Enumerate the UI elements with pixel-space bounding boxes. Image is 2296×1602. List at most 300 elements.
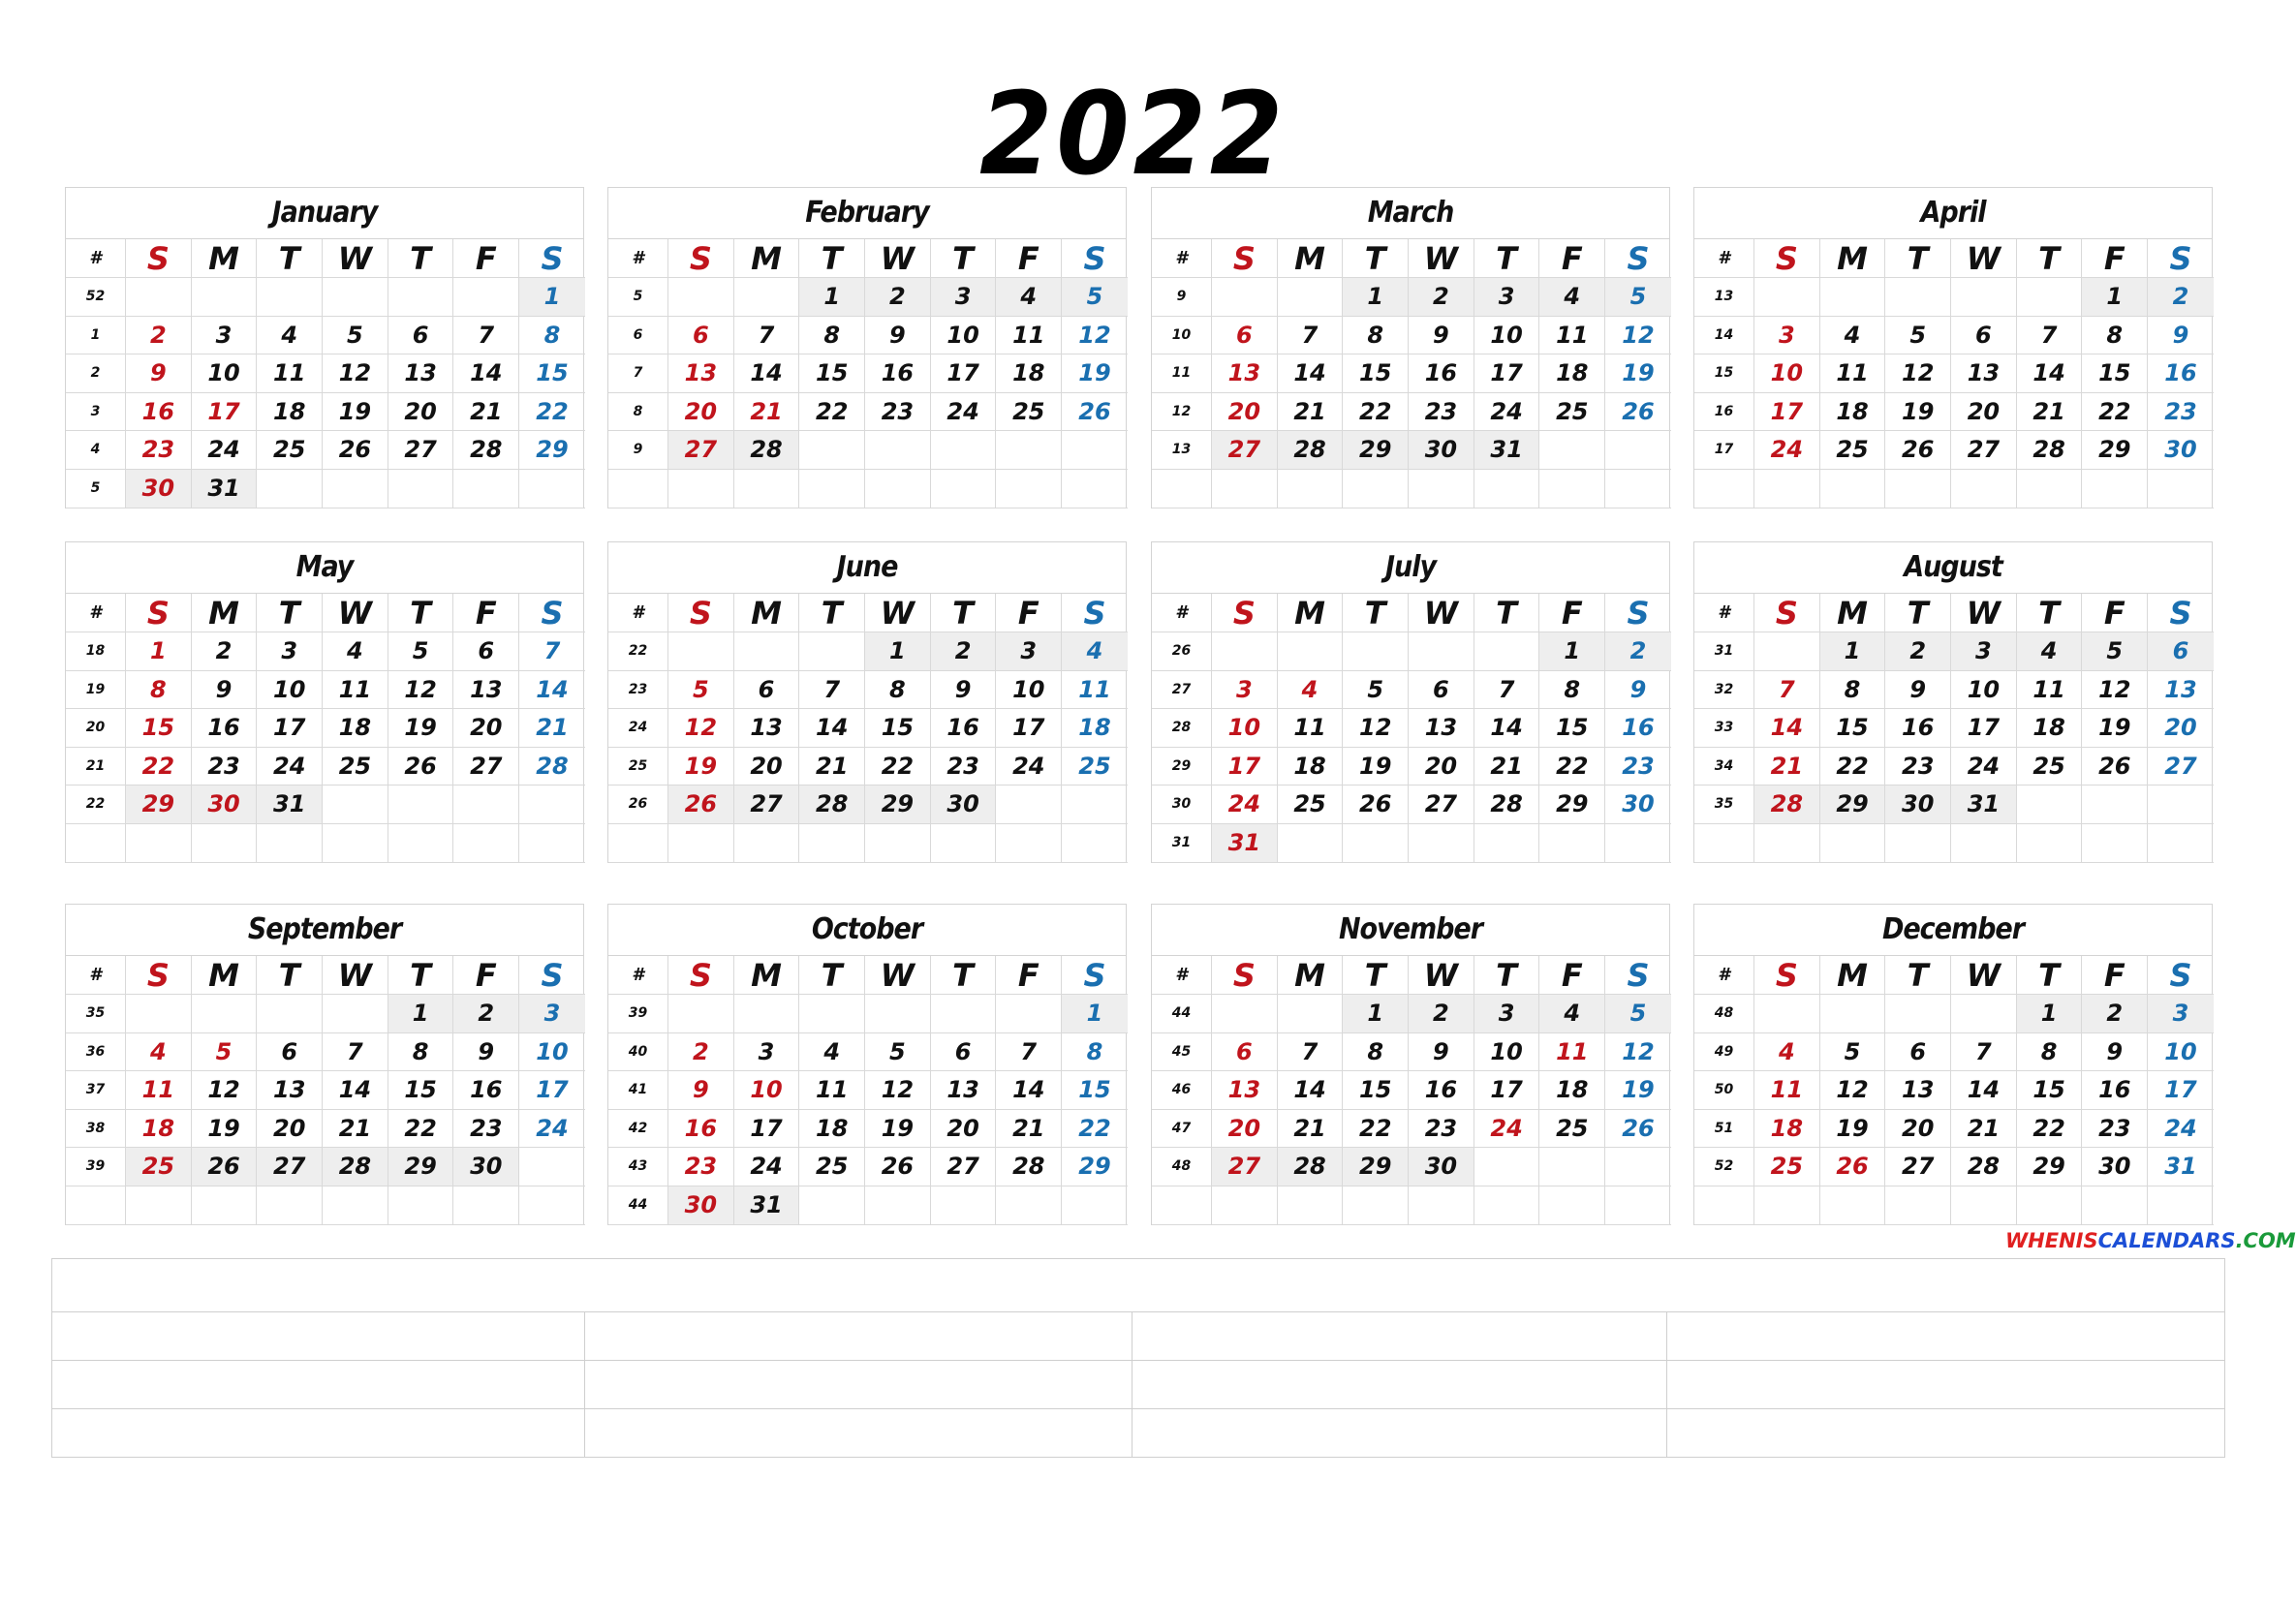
day-cell[interactable]: 3: [734, 1033, 800, 1072]
day-cell[interactable]: 9: [1605, 671, 1671, 710]
day-cell[interactable]: 2: [931, 632, 997, 671]
day-cell[interactable]: 24: [2148, 1110, 2214, 1149]
day-cell[interactable]: 23: [1885, 748, 1951, 786]
notes-cell[interactable]: [1667, 1409, 2224, 1458]
day-cell[interactable]: 9: [1409, 317, 1474, 355]
day-cell[interactable]: 26: [2082, 748, 2148, 786]
day-cell[interactable]: 19: [1605, 1071, 1671, 1110]
day-cell[interactable]: 21: [453, 393, 519, 432]
day-cell[interactable]: 6: [734, 671, 800, 710]
day-cell[interactable]: 16: [126, 393, 192, 432]
day-cell[interactable]: 7: [323, 1033, 388, 1072]
day-cell[interactable]: 14: [734, 354, 800, 393]
day-cell[interactable]: 12: [323, 354, 388, 393]
day-cell[interactable]: 24: [192, 431, 258, 470]
day-cell[interactable]: 5: [1062, 278, 1128, 317]
day-cell[interactable]: 10: [257, 671, 323, 710]
day-cell[interactable]: 26: [1605, 1110, 1671, 1149]
day-cell[interactable]: 16: [865, 354, 931, 393]
day-cell[interactable]: 1: [1539, 632, 1605, 671]
day-cell[interactable]: 18: [126, 1110, 192, 1149]
day-cell[interactable]: 30: [126, 470, 192, 508]
day-cell[interactable]: 26: [865, 1148, 931, 1186]
day-cell[interactable]: 31: [257, 786, 323, 824]
day-cell[interactable]: 3: [257, 632, 323, 671]
day-cell[interactable]: 18: [1539, 354, 1605, 393]
day-cell[interactable]: 4: [323, 632, 388, 671]
day-cell[interactable]: 19: [192, 1110, 258, 1149]
day-cell[interactable]: 27: [1885, 1148, 1951, 1186]
day-cell[interactable]: 11: [1539, 1033, 1605, 1072]
day-cell[interactable]: 25: [1278, 786, 1344, 824]
day-cell[interactable]: 27: [668, 431, 734, 470]
day-cell[interactable]: 20: [931, 1110, 997, 1149]
day-cell[interactable]: 9: [2148, 317, 2214, 355]
day-cell[interactable]: 7: [519, 632, 585, 671]
day-cell[interactable]: 19: [865, 1110, 931, 1149]
day-cell[interactable]: 10: [1212, 709, 1278, 748]
day-cell[interactable]: 30: [1605, 786, 1671, 824]
day-cell[interactable]: 21: [1474, 748, 1540, 786]
day-cell[interactable]: 8: [865, 671, 931, 710]
day-cell[interactable]: 1: [519, 278, 585, 317]
day-cell[interactable]: 31: [1951, 786, 2017, 824]
day-cell[interactable]: 7: [1754, 671, 1820, 710]
day-cell[interactable]: 20: [453, 709, 519, 748]
day-cell[interactable]: 7: [1951, 1033, 2017, 1072]
day-cell[interactable]: 13: [668, 354, 734, 393]
day-cell[interactable]: 19: [1062, 354, 1128, 393]
day-cell[interactable]: 1: [865, 632, 931, 671]
day-cell[interactable]: 24: [257, 748, 323, 786]
day-cell[interactable]: 9: [931, 671, 997, 710]
day-cell[interactable]: 5: [2082, 632, 2148, 671]
day-cell[interactable]: 18: [1062, 709, 1128, 748]
day-cell[interactable]: 7: [734, 317, 800, 355]
day-cell[interactable]: 29: [2082, 431, 2148, 470]
day-cell[interactable]: 21: [1754, 748, 1820, 786]
day-cell[interactable]: 17: [1754, 393, 1820, 432]
day-cell[interactable]: 18: [996, 354, 1062, 393]
day-cell[interactable]: 14: [996, 1071, 1062, 1110]
day-cell[interactable]: 8: [1539, 671, 1605, 710]
day-cell[interactable]: 6: [1885, 1033, 1951, 1072]
day-cell[interactable]: 13: [1212, 354, 1278, 393]
day-cell[interactable]: 15: [799, 354, 865, 393]
notes-row[interactable]: [52, 1361, 2224, 1409]
day-cell[interactable]: 8: [1820, 671, 1886, 710]
day-cell[interactable]: 7: [799, 671, 865, 710]
day-cell[interactable]: 4: [257, 317, 323, 355]
day-cell[interactable]: 4: [126, 1033, 192, 1072]
day-cell[interactable]: 7: [2017, 317, 2083, 355]
day-cell[interactable]: 31: [1212, 824, 1278, 863]
brand-logo[interactable]: [2005, 1226, 2296, 1255]
notes-cell[interactable]: [52, 1361, 585, 1408]
day-cell[interactable]: 30: [2082, 1148, 2148, 1186]
day-cell[interactable]: 8: [519, 317, 585, 355]
day-cell[interactable]: 20: [1885, 1110, 1951, 1149]
day-cell[interactable]: 14: [1951, 1071, 2017, 1110]
day-cell[interactable]: 12: [388, 671, 454, 710]
day-cell[interactable]: 28: [1951, 1148, 2017, 1186]
notes-cell[interactable]: [52, 1312, 585, 1360]
day-cell[interactable]: 3: [1212, 671, 1278, 710]
day-cell[interactable]: 12: [1605, 317, 1671, 355]
day-cell[interactable]: 11: [1754, 1071, 1820, 1110]
day-cell[interactable]: 11: [323, 671, 388, 710]
day-cell[interactable]: 22: [2017, 1110, 2083, 1149]
day-cell[interactable]: 24: [996, 748, 1062, 786]
day-cell[interactable]: 27: [1409, 786, 1474, 824]
day-cell[interactable]: 23: [1409, 1110, 1474, 1149]
day-cell[interactable]: 21: [323, 1110, 388, 1149]
day-cell[interactable]: 25: [257, 431, 323, 470]
day-cell[interactable]: 9: [2082, 1033, 2148, 1072]
day-cell[interactable]: 16: [453, 1071, 519, 1110]
day-cell[interactable]: 26: [388, 748, 454, 786]
day-cell[interactable]: 23: [668, 1148, 734, 1186]
notes-cell[interactable]: [1132, 1409, 1667, 1458]
day-cell[interactable]: 24: [1212, 786, 1278, 824]
day-cell[interactable]: 24: [519, 1110, 585, 1149]
day-cell[interactable]: 11: [257, 354, 323, 393]
day-cell[interactable]: 12: [1820, 1071, 1886, 1110]
day-cell[interactable]: 19: [668, 748, 734, 786]
day-cell[interactable]: 17: [996, 709, 1062, 748]
day-cell[interactable]: 9: [192, 671, 258, 710]
day-cell[interactable]: 14: [1754, 709, 1820, 748]
day-cell[interactable]: 21: [1278, 393, 1344, 432]
day-cell[interactable]: 6: [668, 317, 734, 355]
day-cell[interactable]: 8: [1343, 317, 1409, 355]
day-cell[interactable]: 15: [2082, 354, 2148, 393]
day-cell[interactable]: 5: [192, 1033, 258, 1072]
day-cell[interactable]: 17: [931, 354, 997, 393]
day-cell[interactable]: 28: [996, 1148, 1062, 1186]
day-cell[interactable]: 6: [453, 632, 519, 671]
day-cell[interactable]: 25: [126, 1148, 192, 1186]
day-cell[interactable]: 21: [1278, 1110, 1344, 1149]
notes-cell[interactable]: [1667, 1361, 2224, 1408]
day-cell[interactable]: 30: [1885, 786, 1951, 824]
day-cell[interactable]: 2: [1885, 632, 1951, 671]
day-cell[interactable]: 26: [1820, 1148, 1886, 1186]
day-cell[interactable]: 6: [1409, 671, 1474, 710]
day-cell[interactable]: 25: [1539, 1110, 1605, 1149]
day-cell[interactable]: 27: [257, 1148, 323, 1186]
day-cell[interactable]: 29: [388, 1148, 454, 1186]
day-cell[interactable]: 10: [1754, 354, 1820, 393]
day-cell[interactable]: 24: [1951, 748, 2017, 786]
day-cell[interactable]: 5: [323, 317, 388, 355]
notes-cell[interactable]: [585, 1361, 1132, 1408]
day-cell[interactable]: 27: [1212, 1148, 1278, 1186]
day-cell[interactable]: 25: [323, 748, 388, 786]
notes-header-row[interactable]: [52, 1259, 2224, 1312]
day-cell[interactable]: 27: [1212, 431, 1278, 470]
day-cell[interactable]: 30: [2148, 431, 2214, 470]
day-cell[interactable]: 12: [1343, 709, 1409, 748]
day-cell[interactable]: 28: [323, 1148, 388, 1186]
day-cell[interactable]: 18: [1754, 1110, 1820, 1149]
day-cell[interactable]: 15: [2017, 1071, 2083, 1110]
day-cell[interactable]: 3: [931, 278, 997, 317]
day-cell[interactable]: 9: [668, 1071, 734, 1110]
day-cell[interactable]: 1: [1820, 632, 1886, 671]
day-cell[interactable]: 18: [1539, 1071, 1605, 1110]
day-cell[interactable]: 3: [519, 995, 585, 1033]
day-cell[interactable]: 9: [453, 1033, 519, 1072]
day-cell[interactable]: 21: [2017, 393, 2083, 432]
day-cell[interactable]: 9: [1409, 1033, 1474, 1072]
day-cell[interactable]: 5: [865, 1033, 931, 1072]
day-cell[interactable]: 14: [1474, 709, 1540, 748]
day-cell[interactable]: 13: [388, 354, 454, 393]
day-cell[interactable]: 23: [1409, 393, 1474, 432]
day-cell[interactable]: 22: [519, 393, 585, 432]
day-cell[interactable]: 29: [2017, 1148, 2083, 1186]
day-cell[interactable]: 8: [1062, 1033, 1128, 1072]
day-cell[interactable]: 16: [1409, 1071, 1474, 1110]
day-cell[interactable]: 19: [1343, 748, 1409, 786]
day-cell[interactable]: 8: [2017, 1033, 2083, 1072]
day-cell[interactable]: 29: [1343, 1148, 1409, 1186]
day-cell[interactable]: 21: [1951, 1110, 2017, 1149]
day-cell[interactable]: 11: [996, 317, 1062, 355]
day-cell[interactable]: 1: [799, 278, 865, 317]
day-cell[interactable]: 16: [668, 1110, 734, 1149]
day-cell[interactable]: 16: [1885, 709, 1951, 748]
day-cell[interactable]: 28: [1278, 431, 1344, 470]
day-cell[interactable]: 2: [1605, 632, 1671, 671]
day-cell[interactable]: 14: [453, 354, 519, 393]
day-cell[interactable]: 2: [865, 278, 931, 317]
day-cell[interactable]: 30: [931, 786, 997, 824]
day-cell[interactable]: 25: [799, 1148, 865, 1186]
day-cell[interactable]: 2: [2082, 995, 2148, 1033]
day-cell[interactable]: 9: [1885, 671, 1951, 710]
day-cell[interactable]: 26: [1062, 393, 1128, 432]
day-cell[interactable]: 11: [2017, 671, 2083, 710]
day-cell[interactable]: 12: [192, 1071, 258, 1110]
notes-cell[interactable]: [585, 1409, 1132, 1458]
day-cell[interactable]: 22: [126, 748, 192, 786]
day-cell[interactable]: 20: [734, 748, 800, 786]
day-cell[interactable]: 17: [192, 393, 258, 432]
day-cell[interactable]: 2: [1409, 995, 1474, 1033]
day-cell[interactable]: 24: [734, 1148, 800, 1186]
day-cell[interactable]: 4: [799, 1033, 865, 1072]
day-cell[interactable]: 31: [1474, 431, 1540, 470]
day-cell[interactable]: 5: [668, 671, 734, 710]
day-cell[interactable]: 7: [996, 1033, 1062, 1072]
day-cell[interactable]: 2: [126, 317, 192, 355]
day-cell[interactable]: 29: [1062, 1148, 1128, 1186]
day-cell[interactable]: 22: [388, 1110, 454, 1149]
day-cell[interactable]: 8: [799, 317, 865, 355]
day-cell[interactable]: 10: [996, 671, 1062, 710]
day-cell[interactable]: 6: [388, 317, 454, 355]
notes-cell[interactable]: [585, 1312, 1132, 1360]
day-cell[interactable]: 15: [519, 354, 585, 393]
day-cell[interactable]: 17: [519, 1071, 585, 1110]
day-cell[interactable]: 13: [1951, 354, 2017, 393]
day-cell[interactable]: 22: [799, 393, 865, 432]
day-cell[interactable]: 17: [1474, 354, 1540, 393]
day-cell[interactable]: 22: [1343, 1110, 1409, 1149]
day-cell[interactable]: 1: [1343, 995, 1409, 1033]
day-cell[interactable]: 8: [1343, 1033, 1409, 1072]
day-cell[interactable]: 28: [799, 786, 865, 824]
day-cell[interactable]: 25: [996, 393, 1062, 432]
day-cell[interactable]: 10: [1474, 317, 1540, 355]
day-cell[interactable]: 22: [1343, 393, 1409, 432]
day-cell[interactable]: 22: [2082, 393, 2148, 432]
day-cell[interactable]: 2: [192, 632, 258, 671]
day-cell[interactable]: 5: [388, 632, 454, 671]
day-cell[interactable]: 6: [1212, 1033, 1278, 1072]
day-cell[interactable]: 10: [1951, 671, 2017, 710]
day-cell[interactable]: 15: [1343, 1071, 1409, 1110]
day-cell[interactable]: 5: [1343, 671, 1409, 710]
day-cell[interactable]: 25: [2017, 748, 2083, 786]
day-cell[interactable]: 10: [192, 354, 258, 393]
day-cell[interactable]: 26: [1343, 786, 1409, 824]
day-cell[interactable]: 17: [1212, 748, 1278, 786]
day-cell[interactable]: 6: [1951, 317, 2017, 355]
day-cell[interactable]: 20: [257, 1110, 323, 1149]
day-cell[interactable]: 9: [126, 354, 192, 393]
day-cell[interactable]: 17: [257, 709, 323, 748]
day-cell[interactable]: 16: [192, 709, 258, 748]
day-cell[interactable]: 19: [2082, 709, 2148, 748]
day-cell[interactable]: 18: [799, 1110, 865, 1149]
day-cell[interactable]: 13: [1212, 1071, 1278, 1110]
day-cell[interactable]: 7: [1278, 1033, 1344, 1072]
day-cell[interactable]: 23: [453, 1110, 519, 1149]
day-cell[interactable]: 15: [388, 1071, 454, 1110]
day-cell[interactable]: 17: [1474, 1071, 1540, 1110]
day-cell[interactable]: 18: [257, 393, 323, 432]
day-cell[interactable]: 6: [2148, 632, 2214, 671]
day-cell[interactable]: 22: [865, 748, 931, 786]
day-cell[interactable]: 1: [2017, 995, 2083, 1033]
day-cell[interactable]: 6: [1212, 317, 1278, 355]
day-cell[interactable]: 21: [734, 393, 800, 432]
notes-cell[interactable]: [1667, 1312, 2224, 1360]
day-cell[interactable]: 25: [1062, 748, 1128, 786]
day-cell[interactable]: 26: [1605, 393, 1671, 432]
day-cell[interactable]: 19: [1885, 393, 1951, 432]
notes-table[interactable]: [51, 1258, 2225, 1458]
day-cell[interactable]: 16: [2082, 1071, 2148, 1110]
day-cell[interactable]: 4: [1539, 995, 1605, 1033]
day-cell[interactable]: 19: [323, 393, 388, 432]
notes-cell[interactable]: [1132, 1312, 1667, 1360]
day-cell[interactable]: 20: [1212, 393, 1278, 432]
day-cell[interactable]: 7: [1474, 671, 1540, 710]
day-cell[interactable]: 20: [1951, 393, 2017, 432]
day-cell[interactable]: 24: [931, 393, 997, 432]
day-cell[interactable]: 1: [126, 632, 192, 671]
day-cell[interactable]: 4: [1820, 317, 1886, 355]
day-cell[interactable]: 27: [1951, 431, 2017, 470]
day-cell[interactable]: 12: [865, 1071, 931, 1110]
day-cell[interactable]: 11: [126, 1071, 192, 1110]
day-cell[interactable]: 3: [996, 632, 1062, 671]
notes-row[interactable]: [52, 1312, 2224, 1361]
notes-row[interactable]: [52, 1409, 2224, 1458]
day-cell[interactable]: 15: [1820, 709, 1886, 748]
day-cell[interactable]: 16: [931, 709, 997, 748]
day-cell[interactable]: 28: [519, 748, 585, 786]
day-cell[interactable]: 10: [734, 1071, 800, 1110]
day-cell[interactable]: 22: [1539, 748, 1605, 786]
day-cell[interactable]: 5: [1820, 1033, 1886, 1072]
day-cell[interactable]: 21: [519, 709, 585, 748]
day-cell[interactable]: 8: [388, 1033, 454, 1072]
day-cell[interactable]: 30: [1409, 431, 1474, 470]
notes-cell[interactable]: [1132, 1361, 1667, 1408]
day-cell[interactable]: 12: [668, 709, 734, 748]
day-cell[interactable]: 4: [2017, 632, 2083, 671]
day-cell[interactable]: 30: [192, 786, 258, 824]
day-cell[interactable]: 23: [126, 431, 192, 470]
day-cell[interactable]: 15: [1343, 354, 1409, 393]
day-cell[interactable]: 10: [519, 1033, 585, 1072]
day-cell[interactable]: 4: [1539, 278, 1605, 317]
day-cell[interactable]: 29: [1539, 786, 1605, 824]
day-cell[interactable]: 19: [388, 709, 454, 748]
day-cell[interactable]: 13: [734, 709, 800, 748]
day-cell[interactable]: 13: [257, 1071, 323, 1110]
day-cell[interactable]: 23: [192, 748, 258, 786]
day-cell[interactable]: 28: [453, 431, 519, 470]
day-cell[interactable]: 4: [996, 278, 1062, 317]
day-cell[interactable]: 5: [1605, 278, 1671, 317]
day-cell[interactable]: 7: [453, 317, 519, 355]
day-cell[interactable]: 24: [1754, 431, 1820, 470]
day-cell[interactable]: 3: [192, 317, 258, 355]
day-cell[interactable]: 2: [2148, 278, 2214, 317]
day-cell[interactable]: 6: [931, 1033, 997, 1072]
notes-cell[interactable]: [52, 1409, 585, 1458]
day-cell[interactable]: 31: [192, 470, 258, 508]
day-cell[interactable]: 7: [1278, 317, 1344, 355]
day-cell[interactable]: 27: [734, 786, 800, 824]
day-cell[interactable]: 11: [1278, 709, 1344, 748]
day-cell[interactable]: 25: [1820, 431, 1886, 470]
day-cell[interactable]: 24: [1474, 1110, 1540, 1149]
day-cell[interactable]: 16: [1409, 354, 1474, 393]
day-cell[interactable]: 12: [1062, 317, 1128, 355]
day-cell[interactable]: 17: [734, 1110, 800, 1149]
day-cell[interactable]: 21: [799, 748, 865, 786]
day-cell[interactable]: 11: [799, 1071, 865, 1110]
day-cell[interactable]: 5: [1605, 995, 1671, 1033]
day-cell[interactable]: 23: [931, 748, 997, 786]
day-cell[interactable]: 12: [1885, 354, 1951, 393]
day-cell[interactable]: 30: [453, 1148, 519, 1186]
day-cell[interactable]: 29: [865, 786, 931, 824]
day-cell[interactable]: 31: [2148, 1148, 2214, 1186]
day-cell[interactable]: 23: [1605, 748, 1671, 786]
day-cell[interactable]: 8: [2082, 317, 2148, 355]
day-cell[interactable]: 10: [931, 317, 997, 355]
day-cell[interactable]: 23: [865, 393, 931, 432]
day-cell[interactable]: 11: [1062, 671, 1128, 710]
